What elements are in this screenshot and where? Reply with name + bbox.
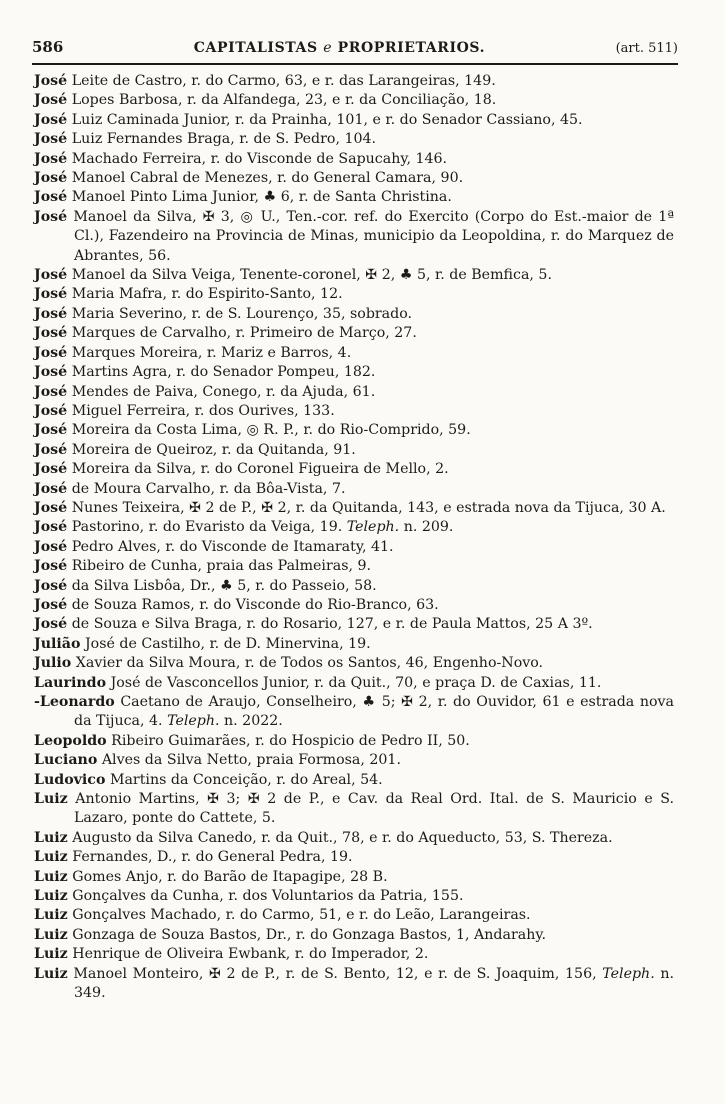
directory-entry [34, 188, 674, 207]
entry-text: Henrique de Oliveira Ewbank, r. do Imperador, 2. [72, 946, 429, 963]
entry-text: Manoel Monteiro, ✠ 2 de P., r. de S. Bento, 12, e r. de S. Joaquim, 156, [73, 965, 597, 982]
entry-text: Luiz Caminada Junior, r. da Prainha, 101, e r. do Senador Cassiano, 45. [71, 111, 583, 128]
directory-entry [34, 829, 674, 848]
page-header [32, 38, 678, 62]
directory-entry [34, 654, 674, 673]
entry-name: Ludovico [34, 771, 106, 788]
entry-text: Maria Mafra, r. do Espirito-Santo, 12. [71, 286, 343, 303]
telephone-number: n. 2022. [224, 713, 283, 730]
directory-entry [34, 732, 674, 751]
entry-name: José [34, 499, 68, 516]
entry-name: -Leonardo [34, 694, 115, 710]
entry-name: José [34, 170, 68, 187]
entry-text: Gonzaga de Souza Bastos, Dr., r. do Gonzaga Bastos, 1, Andarahy. [72, 926, 546, 943]
entry-text: Lopes Barbosa, r. da Alfandega, 23, e r. da Conciliação, 18. [71, 92, 497, 109]
directory-entry [34, 868, 674, 887]
directory-entry [34, 169, 674, 188]
directory-entry [34, 615, 674, 634]
entry-text: Antonio Martins, ✠ 3; ✠ 2 de P., e Cav. da Real Ord. Ital. de S. Mauricio e S. Lazaro, ponte do Cattete, 5. [74, 791, 674, 827]
entry-name: Julião [34, 635, 81, 652]
entry-name: Laurindo [34, 674, 107, 691]
running-title [194, 40, 485, 56]
entry-name: José [34, 325, 68, 342]
entry-name: José [34, 422, 68, 439]
entry-text: de Souza Ramos, r. do Visconde do Rio-Branco, 63. [71, 596, 439, 613]
entry-name: José [34, 131, 68, 148]
entry-text: Pastorino, r. do Evaristo da Veiga, 19. [71, 519, 343, 536]
directory-entry [34, 480, 674, 499]
entry-text: Xavier da Silva Moura, r. de Todos os Santos, 46, Engenho-Novo. [75, 655, 544, 672]
entry-text: Marques Moreira, r. Mariz e Barros, 4. [71, 344, 352, 361]
telephone-number: n. 349. [74, 965, 675, 1002]
directory-entries [34, 72, 674, 1004]
entry-text: Manoel Pinto Lima Junior, ♣ 6, r. de Santa Christina. [71, 189, 452, 206]
entry-text: Manoel Cabral de Menezes, r. do General Camara, 90. [71, 170, 464, 187]
directory-entry [34, 635, 674, 654]
entry-text: da Silva Lisbôa, Dr., ♣ 5, r. do Passeio, 58. [71, 577, 377, 594]
entry-name: José [34, 558, 68, 575]
entry-text: Moreira da Costa Lima, ◎ R. P., r. do Rio-Comprido, 59. [71, 422, 471, 439]
entry-text: Gonçalves Machado, r. do Carmo, 51, e r. do Leão, Larangeiras. [72, 907, 531, 924]
title-part2: PROPRIETARIOS. [337, 40, 486, 56]
entry-name: José [34, 538, 68, 555]
entry-text: Marques de Carvalho, r. Primeiro de Março, 27. [71, 325, 417, 342]
entry-name: José [34, 150, 68, 167]
directory-entry [34, 790, 674, 829]
entry-name: Luiz [34, 791, 68, 808]
entry-name: Julio [34, 655, 72, 672]
entry-name: José [34, 461, 68, 478]
directory-entry [34, 499, 674, 518]
directory-entry [34, 383, 674, 402]
entry-text: Nunes Teixeira, ✠ 2 de P., ✠ 2, r. da Quitanda, 143, e estrada nova da Tijuca, 30 A. [71, 499, 666, 516]
entry-name: José [34, 286, 68, 303]
directory-entry [34, 266, 674, 285]
entry-text: Mendes de Paiva, Conego, r. da Ajuda, 61. [71, 383, 376, 400]
entry-text: Caetano de Araujo, Conselheiro, ♣ 5; ✠ 2, r. do Ouvidor, 61 e estrada nova da Tijuca, 4. [74, 694, 675, 730]
entry-text: José de Vasconcellos Junior, r. da Quit., 70, e praça D. de Caxias, 11. [110, 674, 602, 691]
entry-name: Luiz [34, 888, 68, 905]
directory-entry [34, 111, 674, 130]
entry-name: Luiz [34, 965, 68, 982]
entry-text: Manoel da Silva, ✠ 3, ◎ U., Ten.-cor. ref. do Exercito (Corpo do Est.-maior de 1ª Cl.), Fazendeiro na Provincia de Minas, municipio da Leopoldina, r. do Marquez de Abrantes, 56. [73, 208, 674, 264]
directory-entry [34, 848, 674, 867]
directory-entry [34, 441, 674, 460]
directory-entry [34, 538, 674, 557]
directory-entry [34, 926, 674, 945]
page-number: 586 [32, 38, 64, 56]
entry-text: Machado Ferreira, r. do Visconde de Sapucahy, 146. [71, 150, 448, 167]
directory-entry [34, 324, 674, 343]
entry-name: José [34, 208, 68, 225]
entry-name: José [34, 189, 68, 206]
entry-name: José [34, 616, 68, 633]
entry-text: Moreira da Silva, r. do Coronel Figueira de Mello, 2. [71, 461, 449, 478]
directory-entry [34, 344, 674, 363]
directory-entry [34, 285, 674, 304]
entry-name: José [34, 441, 68, 458]
entry-text: Manoel da Silva Veiga, Tenente-coronel, ✠ 2, ♣ 5, r. de Bemfica, 5. [71, 267, 552, 284]
entry-text: de Moura Carvalho, r. da Bôa-Vista, 7. [71, 480, 346, 497]
directory-entry [34, 91, 674, 110]
directory-entry [34, 693, 674, 732]
directory-entry [34, 577, 674, 596]
entry-text: Martins da Conceição, r. do Areal, 54. [109, 771, 383, 788]
directory-entry [34, 421, 674, 440]
entry-text: Augusto da Silva Canedo, r. da Quit., 78, e r. do Aqueducto, 53, S. Thereza. [72, 829, 613, 846]
entry-text: Leite de Castro, r. do Carmo, 63, e r. das Larangeiras, 149. [71, 73, 496, 89]
entry-text: Luiz Fernandes Braga, r. de S. Pedro, 104. [71, 131, 377, 148]
entry-name: José [34, 402, 68, 419]
entry-name: José [34, 73, 68, 89]
directory-entry [34, 518, 674, 537]
directory-entry [34, 596, 674, 615]
directory-entry [34, 751, 674, 770]
directory-entry [34, 208, 674, 266]
entry-text: Martins Agra, r. do Senador Pompeu, 182. [71, 364, 376, 381]
article-reference: (art. 511) [615, 41, 678, 56]
entry-name: José [34, 480, 68, 497]
directory-entry [34, 130, 674, 149]
entry-name: Luciano [34, 752, 98, 769]
directory-entry [34, 557, 674, 576]
entry-name: José [34, 364, 68, 381]
directory-entry [34, 887, 674, 906]
entry-name: Luiz [34, 946, 68, 963]
entry-name: José [34, 596, 68, 613]
entry-text: Gomes Anjo, r. do Barão de Itapagipe, 28 B. [72, 868, 388, 885]
entry-name: José [34, 519, 68, 536]
directory-entry [34, 363, 674, 382]
directory-entry [34, 945, 674, 964]
entry-text: Alves da Silva Netto, praia Formosa, 201. [101, 752, 401, 769]
telephone-label: Teleph. [167, 713, 220, 730]
entry-name: Luiz [34, 926, 68, 943]
entry-name: Leopoldo [34, 732, 107, 749]
entry-name: José [34, 344, 68, 361]
directory-entry [34, 72, 674, 91]
header-rule [32, 63, 678, 65]
entry-text: Ribeiro de Cunha, praia das Palmeiras, 9. [71, 558, 372, 575]
entry-name: José [34, 577, 68, 594]
directory-entry [34, 460, 674, 479]
directory-entry [34, 674, 674, 693]
telephone-label: Teleph. [346, 519, 400, 536]
telephone-number: n. 209. [403, 519, 454, 536]
directory-entry [34, 150, 674, 169]
title-part1: CAPITALISTAS [193, 40, 318, 56]
directory-entry [34, 965, 674, 1004]
entry-text: Ribeiro Guimarães, r. do Hospicio de Pedro II, 50. [111, 732, 470, 749]
entry-name: José [34, 305, 68, 322]
entry-name: José [34, 92, 68, 109]
entry-text: Moreira de Queiroz, r. da Quitanda, 91. [71, 441, 356, 458]
directory-entry [34, 906, 674, 925]
telephone-label: Teleph. [602, 965, 655, 982]
entry-text: Pedro Alves, r. do Visconde de Itamaraty, 41. [71, 538, 394, 555]
entry-text: Miguel Ferreira, r. dos Ourives, 133. [71, 402, 335, 419]
directory-entry [34, 771, 674, 790]
entry-text: Maria Severino, r. de S. Lourenço, 35, sobrado. [71, 305, 413, 322]
entry-name: José [34, 383, 68, 400]
entry-name: Luiz [34, 907, 68, 924]
entry-name: José [34, 111, 68, 128]
title-conjunction: e [323, 40, 333, 56]
entry-name: Luiz [34, 868, 68, 885]
entry-name: Luiz [34, 849, 68, 866]
entry-text: Fernandes, D., r. do General Pedra, 19. [72, 849, 353, 866]
entry-text: José de Castilho, r. de D. Minervina, 19. [84, 635, 371, 652]
entry-text: de Souza e Silva Braga, r. do Rosario, 127, e r. de Paula Mattos, 25 A 3º. [71, 616, 593, 633]
directory-entry [34, 402, 674, 421]
entry-name: Luiz [34, 829, 68, 846]
directory-entry [34, 305, 674, 324]
entry-name: José [34, 267, 68, 284]
entry-text: Gonçalves da Cunha, r. dos Voluntarios da Patria, 155. [72, 888, 464, 905]
